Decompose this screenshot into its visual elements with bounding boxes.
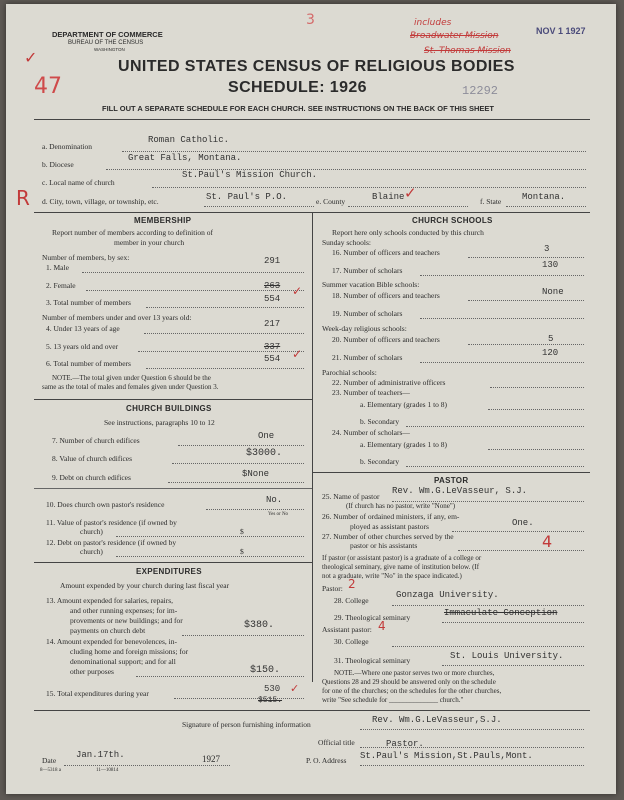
pastor-sublabel: Pastor: [322,584,343,593]
schedule-title: SCHEDULE: 1926 [228,79,367,96]
q12-dollar: $ [240,547,244,556]
state-label: f. State [480,197,502,206]
q24b-label: b. Secondary [360,457,400,466]
q12-label: 12. Debt on pastor's residence (if owned by [46,538,177,547]
q31-label: 31. Theological seminary [334,656,411,665]
q24a-label: a. Elementary (grades 1 to 8) [360,440,448,449]
q8-value[interactable]: $3000. [246,448,283,459]
handwritten-r-mark: R [16,186,30,210]
q18-value[interactable]: None [542,287,564,297]
pastor-note: NOTE.—Where one pastor serves two or more churches, [334,669,495,677]
q3-check-icon: ✓ [292,284,303,298]
po-address-value[interactable]: St.Paul's Mission,St.Pauls,Mont. [360,751,533,761]
q15-check-icon: ✓ [290,682,300,695]
q26-label: 26. Number of ordained ministers, if any, em- [322,512,460,521]
q19-label: 19. Number of scholars [332,309,403,318]
q14-label-4: other purposes [70,667,114,676]
q23-label: 23. Number of teachers— [332,388,410,397]
pastor-handwritten-mark: 2 [348,577,356,591]
q18-label: 18. Number of officers and teachers [332,291,440,300]
q13-label-3: provements or new buildings; and for [70,616,183,625]
state-value[interactable]: Montana. [522,192,566,202]
po-address-label: P. O. Address [306,756,347,765]
signature-label: Signature of person furnishing information [182,720,311,729]
q23b-label: b. Secondary [360,417,400,426]
q4-value[interactable]: 217 [264,319,281,329]
q15-label: 15. Total expenditures during year [46,689,149,698]
q8-label: 8. Value of church edifices [52,454,133,463]
department-name: DEPARTMENT OF COMMERCE [52,30,163,39]
q11-label-2: church) [80,527,103,536]
date-year: 1927 [202,754,220,764]
city-value[interactable]: St. Paul's P.O. [206,192,288,202]
schools-heading: CHURCH SCHOOLS [412,216,493,225]
q5-value[interactable]: 337 [264,342,281,352]
header-rule [34,119,590,120]
q12-label-2: church) [80,547,103,556]
annotation-st-thomas: St. Thomas Mission [424,46,511,56]
date-value[interactable]: Jan.17th. [76,750,125,760]
annotation-broadwater: Broadwater Mission [410,31,499,41]
annotation-includes: includes [414,18,452,28]
date-label: Date [42,756,57,765]
membership-note-2: same as the total of males and females given under Question 3. [42,383,219,391]
q31-value[interactable]: St. Louis University. [450,651,564,661]
q13-label: 13. Amount expended for salaries, repairs, [46,596,174,605]
q28-value[interactable]: Gonzaga University. [396,590,499,600]
age-intro-label: Number of members under and over 13 years old: [42,313,192,322]
q9-value[interactable]: $None [242,469,270,479]
q26-label-2: ployed as assistant pastors [350,522,429,531]
q28-label: 28. College [334,596,369,605]
q30-label: 30. College [334,637,369,646]
bureau-city: WASHINGTON [94,47,125,52]
received-date-stamp: NOV 1 1927 [536,26,586,36]
schools-intro: Report here only schools conducted by this church [332,228,484,237]
yes-no-hint: Yes or No [268,512,289,517]
q9-value-text: None [247,469,270,479]
q27-label-2: pastor or his assistants [350,541,418,550]
q21-value[interactable]: 120 [542,348,559,358]
q4-label: 4. Under 13 years of age [46,324,120,333]
q3-total-value[interactable]: 554 [264,294,281,304]
membership-intro: Report number of members according to definition of [52,228,213,237]
county-check-icon: ✓ [404,184,417,202]
pastor-note-2: Questions 28 and 29 should be answered only on the schedule [322,678,496,686]
q7-value[interactable]: One [258,431,275,441]
county-label: e. County [316,197,346,206]
q1-male-value[interactable]: 291 [264,256,281,266]
q6-label: 6. Total number of members [46,359,131,368]
q7-label: 7. Number of church edifices [52,436,140,445]
q26-value[interactable]: One. [512,518,534,528]
county-value[interactable]: Blaine [372,192,405,202]
q13-label-4: payments on church debt [70,626,146,635]
diocese-value[interactable]: Great Falls, Montana. [128,153,242,163]
q11-dollar: $ [240,527,244,536]
q25-hint: (If church has no pastor, write "None") [346,502,456,510]
official-title-label: Official title [318,738,355,747]
expenditures-subheading: Amount expended by your church during last fiscal year [60,581,230,590]
pastor-note-4: write "See schedule for ______________ church." [322,696,464,704]
q29-value[interactable]: Immaculate Conception [444,608,558,618]
census-schedule-sheet [6,4,616,794]
denomination-label: a. Denomination [42,142,92,151]
expenditures-heading: EXPENDITURES [136,567,202,576]
q13-label-2: and other running expenses; for im- [70,606,178,615]
q10-value[interactable]: No. [266,495,283,505]
q9-label: 9. Debt on church edifices [52,473,131,482]
q29-label: 29. Theological seminary [334,613,411,622]
q27-label: 27. Number of other churches served by the [322,532,454,541]
q15-value[interactable]: 530 [264,684,281,694]
q16-label: 16. Number of officers and teachers [332,248,440,257]
pastor-note-3: for one of the churches; on the schedules for the other churches, [322,687,502,695]
q21-label: 21. Number of scholars [332,353,403,362]
buildings-subheading: See instructions, paragraphs 10 to 12 [104,418,215,427]
q20-label: 20. Number of officers and teachers [332,335,440,344]
serial-number: 12292 [462,84,499,98]
q24-label: 24. Number of scholars— [332,428,410,437]
sunday-schools-label: Sunday schools: [322,238,371,247]
members-by-sex-label: Number of members, by sex: [42,253,130,262]
print-number: 11—10814 [96,768,119,773]
membership-intro-2: member in your church [114,238,185,247]
q6-total-value[interactable]: 554 [264,354,281,364]
q14-value[interactable]: $150. [250,665,281,676]
signature-value[interactable]: Rev. Wm.G.LeVasseur,S.J. [372,715,502,725]
pastor-heading: PASTOR [434,476,469,485]
church-name-label: c. Local name of church [42,178,115,187]
denomination-value[interactable]: Roman Catholic. [148,135,230,145]
diocese-label: b. Diocese [42,160,74,169]
handwritten-number: 47 [34,74,62,99]
q17-value[interactable]: 130 [542,260,559,270]
assistant-pastor-sublabel: Assistant pastor: [322,625,372,634]
form-number: 8—5318 a [40,768,61,773]
q17-label: 17. Number of scholars [332,266,403,275]
form-instruction: FILL OUT A SEPARATE SCHEDULE FOR EACH CHURCH. SEE INSTRUCTIONS ON THE BACK OF THIS SHEET [102,104,494,113]
q14-label-3: denominational support; and for all [70,657,176,666]
graduate-note: If pastor (or assistant pastor) is a graduate of a college or [322,554,482,562]
weekday-schools-label: Week-day religious schools: [322,324,407,333]
q15-typed-value: $515. [258,696,283,705]
q25-pastor-name[interactable]: Rev. Wm.G.LeVasseur, S.J. [392,486,528,496]
q2-label: 2. Female [46,281,76,290]
graduate-note-2: theological seminary, give name of institution below. (If [322,563,480,571]
q1-label: 1. Male [46,263,69,272]
q3-label: 3. Total number of members [46,298,131,307]
graduate-note-3: not a graduate, write "No" in the space indicated.) [322,572,462,580]
handwritten-top-mark: 3 [306,12,315,28]
q20-value[interactable]: 5 [548,334,554,344]
membership-heading: MEMBERSHIP [134,216,192,225]
city-label: d. City, town, village, or township, etc. [42,197,159,206]
q22-label: 22. Number of administrative officers [332,378,446,387]
q6-check-icon: ✓ [292,347,303,361]
assistant-handwritten-mark: 4 [378,619,386,633]
membership-note: NOTE.—The total given under Question 6 should be the [52,374,211,382]
q27-value[interactable]: 4 [542,532,553,551]
q2-female-value[interactable]: 263 [264,281,281,291]
check-mark-icon: ✓ [24,48,38,67]
summer-schools-label: Summer vacation Bible schools: [322,280,420,289]
parochial-schools-label: Parochial schools: [322,368,377,377]
q5-label: 5. 13 years old and over [46,342,119,351]
official-title-value[interactable]: Pastor. [386,739,424,749]
bureau-name: BUREAU OF THE CENSUS [68,40,144,46]
buildings-heading: CHURCH BUILDINGS [126,404,212,413]
q16-value[interactable]: 3 [544,244,550,254]
q13-value[interactable]: $380. [244,620,275,631]
form-title: UNITED STATES CENSUS OF RELIGIOUS BODIES [118,58,515,75]
q11-label: 11. Value of pastor's residence (if owned by [46,518,177,527]
column-divider [312,212,313,682]
q23a-label: a. Elementary (grades 1 to 8) [360,400,448,409]
q10-label: 10. Does church own pastor's residence [46,500,165,509]
church-name-value[interactable]: St.Paul's Mission Church. [182,170,318,180]
q25-label: 25. Name of pastor [322,492,380,501]
q14-label-2: cluding home and foreign missions; for [70,647,189,656]
q14-label: 14. Amount expended for benevolences, in- [46,637,178,646]
